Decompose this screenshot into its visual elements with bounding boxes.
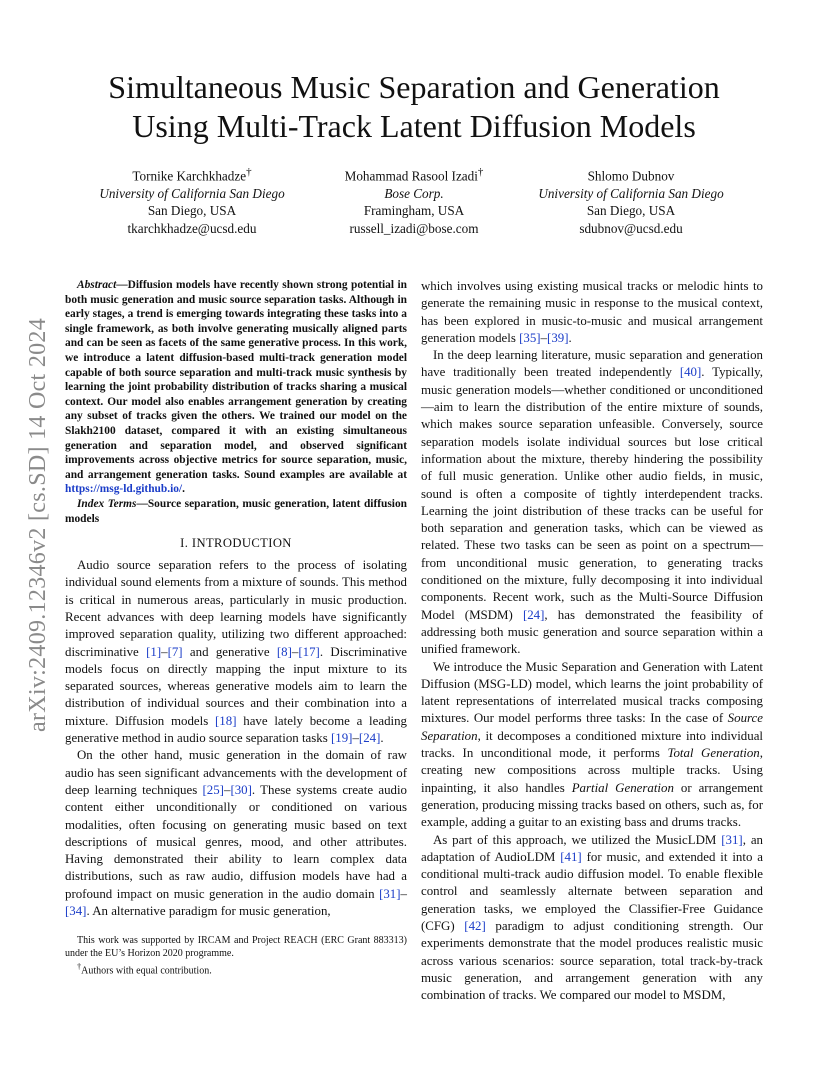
emphasis-text: Total Generation — [667, 746, 760, 761]
citation-link[interactable]: [31] — [721, 832, 743, 847]
paper-title — [0, 68, 828, 146]
text-run: paradigm to adjust conditioning strength. Our experiments demonstrate that the model produces realistic music across various scenarios: source separation, total track-by-track music generation, and arrangement generation with any combination of tracks. We compared our model to MSDM, — [421, 918, 763, 1003]
text-run: for music, and extended it into a conditional multi-track audio diffusion model. To enable flexible control and seamlessly alternate between separation and generation tasks, we employed the Classifier-Free Guidance (CFG) — [421, 849, 763, 933]
author-name: Tornike Karchkhadze — [132, 168, 247, 184]
citation-link[interactable]: [17] — [298, 644, 320, 659]
text-run: . These systems create audio content either unconditionally or conditioned on various modalities, often focusing on generating music based on text descriptions of musical genres, mood, and other attributes. Having demonstrated their ability to learn complex data distributions, such as raw audio, diffusion models have had a profound impact on music generation in the audio domain — [65, 782, 407, 901]
arxiv-stamp: arXiv:2409.12346v2 [cs.SD] 14 Oct 2024 — [25, 317, 51, 733]
project-url-link[interactable]: https://msg-ld.github.io/ — [65, 483, 183, 496]
author-location: San Diego, USA — [147, 203, 237, 219]
author-affiliation: Bose Corp. — [384, 185, 444, 201]
text-run: – — [352, 731, 359, 746]
text-run: We introduce the Music Separation and Generation with Latent Diffusion (MSG-LD) model, which learns the joint probability of latent representations of interrelated musical tracks composing mixtures. Our model performs three tasks: In the case of — [421, 659, 763, 726]
text-run: – — [540, 330, 548, 345]
abstract-label: Abstract — [77, 279, 117, 291]
citation-link[interactable]: [31] — [379, 886, 401, 901]
intro-paragraph-2 — [65, 747, 407, 920]
author-email: tkarchkhadze@ucsd.edu — [127, 220, 257, 236]
text-run: As part of this approach, we utilized the MusicLDM — [433, 832, 722, 847]
citation-link[interactable]: [24] — [358, 731, 381, 746]
text-run: , it decomposes a conditioned mixture into individual tracks. In unconditional mode, it performs — [421, 728, 763, 761]
text-run: . — [380, 731, 384, 746]
text-run: – — [223, 782, 231, 797]
citation-link[interactable]: [1] — [146, 644, 162, 659]
citation-link[interactable]: [19] — [330, 731, 353, 746]
text-run: or arrangement generation, producing missing tracks based on others, such as, for example, adding a guitar to an existing bass and drums tracks. — [421, 780, 763, 830]
author-location: San Diego, USA — [586, 203, 676, 219]
author-name: Mohammad Rasool Izadi — [344, 168, 478, 184]
intro-paragraph-3 — [421, 278, 763, 347]
title-line-1: Simultaneous Music Separation and Generation — [108, 69, 720, 105]
text-run: , has demonstrated the feasibility of addressing both music generation and source separation within a unified framework. — [421, 607, 764, 657]
author-affiliation: University of California San Diego — [538, 185, 724, 201]
citation-link[interactable]: [30] — [230, 782, 252, 797]
citation-link[interactable]: [24] — [522, 607, 545, 622]
index-terms — [65, 497, 407, 526]
intro-paragraph-1 — [65, 557, 407, 747]
author-location: Framingham, USA — [363, 203, 465, 219]
footnote-text: Authors with equal contribution. — [81, 965, 212, 977]
citation-link[interactable]: [25] — [202, 782, 224, 797]
funding-footnote: This work was supported by IRCAM and Project REACH (ERC Grant 883313) under the EU’s Horizon 2020 programme. — [65, 935, 407, 959]
citation-link[interactable]: [35] — [519, 330, 541, 345]
citation-link[interactable]: [40] — [679, 365, 702, 380]
text-run: Audio source separation refers to the process of isolating individual sound elements from a mixture of sounds. This method is critical in numerous areas, particularly in music production. Recent advances with deep learning models have significantly improved separation quality, utilizing two different approached: discriminative — [65, 558, 407, 659]
text-run: . — [568, 330, 572, 345]
right-column — [421, 278, 763, 1004]
citation-link[interactable]: [18] — [215, 713, 237, 728]
emphasis-text: Partial Generation — [571, 780, 674, 795]
author-block-3 — [524, 164, 738, 237]
index-terms-text: —Source separation, music generation, latent diffusion models — [65, 497, 407, 525]
equal-contribution-mark: † — [477, 166, 484, 178]
text-run: In the deep learning literature, music separation and generation have traditionally been treated independently — [421, 348, 763, 380]
citation-link[interactable]: [8] — [276, 644, 292, 659]
text-run: – — [400, 886, 407, 901]
intro-paragraph-6 — [421, 832, 763, 1005]
footnote-mark: † — [77, 962, 82, 971]
text-run: , an adaptation of AudioLDM — [421, 832, 763, 864]
index-terms-label: Index Terms — [77, 497, 137, 510]
citation-link[interactable]: [41] — [560, 849, 582, 864]
footnotes — [65, 934, 407, 977]
text-run: . An alternative paradigm for music generation, — [86, 904, 331, 919]
text-run: have lately become a leading generative method in audio source separation tasks — [65, 713, 408, 746]
author-name: Shlomo Dubnov — [587, 168, 675, 184]
text-run: On the other hand, music generation in the domain of raw audio has seen significant advancements with the development of deep learning techniques — [65, 748, 407, 797]
citation-link[interactable]: [39] — [547, 330, 569, 345]
text-run: . Typically, music generation models—whether conditioned or unconditioned—aim to learn the distribution of the entire mixture of sounds, which makes source separation unfeasible. Conversely, source separation models isolate individual sources but lose critical information about the mixture, thereby hindering the possibility of full music generation. Unlike other audio fields, in music, sound is often a composite of tightly interdependent tracks. Learning the joint distribution of these tracks can be useful for both separation and generation tasks, which can be viewed as related. These two tasks can be seen as point on a spectrum—from unconditional music generation, to generating tracks conditioned on the mixture, fully decomposing it into individual components. Recent work, such as the Multi-Source Diffusion Model (MSDM) — [421, 365, 763, 622]
intro-paragraph-5 — [421, 659, 763, 832]
left-column — [65, 278, 407, 920]
abstract-end: . — [182, 483, 185, 496]
abstract-text: —Diffusion models have recently shown strong potential in both music generation and music source separation tasks. Although in early stages, a trend is emerging towards integrating these tasks into a single framework, as both involve generating musically aligned parts and can be seen as facets of the same generative process. In this work, we introduce a latent diffusion-based multi-track generation model capable of both source separation and multi-track music synthesis by learning the joint probability distribution of tracks sharing a musical context. Our model also enables arrangement generation by creating any subset of tracks given the others. We trained our model on the Slakh2100 dataset, compared it with an existing simultaneous generation and separation model, and observed significant improvements across objective metrics for source separation, music, and arrangement generation tasks. Sound examples are available at — [65, 279, 407, 481]
text-run: – — [161, 644, 168, 659]
text-run: . Discriminative models focus on directly mapping the input mixture to its separated sources, whereas generative models aim to learn the distribution of individual sources and their combination into a mixture. Diffusion models — [65, 644, 407, 728]
citation-link[interactable]: [34] — [65, 904, 87, 919]
author-block-2 — [306, 164, 522, 237]
author-block-1 — [85, 164, 299, 237]
author-affiliation: University of California San Diego — [99, 185, 285, 201]
text-run: – — [291, 644, 299, 659]
equal-contribution-mark: † — [246, 166, 252, 178]
text-run: and generative — [182, 644, 277, 659]
citation-link[interactable]: [42] — [464, 918, 486, 933]
author-email: russell_izadi@bose.com — [349, 220, 479, 236]
title-line-2: Using Multi-Track Latent Diffusion Models — [132, 108, 696, 144]
equal-contribution-footnote — [65, 960, 407, 977]
text-run: which involves using existing musical tracks or melodic hints to generate the remaining music in response to the musical context, has been explored in music-to-music and musical arrangement generation models — [421, 279, 763, 345]
text-run: , creating new compositions across multiple tracks. Using inpainting, it also handles — [421, 746, 763, 795]
section-heading-introduction: I. INTRODUCTION — [180, 536, 292, 551]
emphasis-text: Source Separation — [421, 711, 763, 743]
intro-paragraph-4 — [421, 347, 763, 658]
citation-link[interactable]: [7] — [167, 644, 183, 659]
abstract — [65, 278, 407, 497]
author-email: sdubnov@ucsd.edu — [579, 220, 683, 236]
